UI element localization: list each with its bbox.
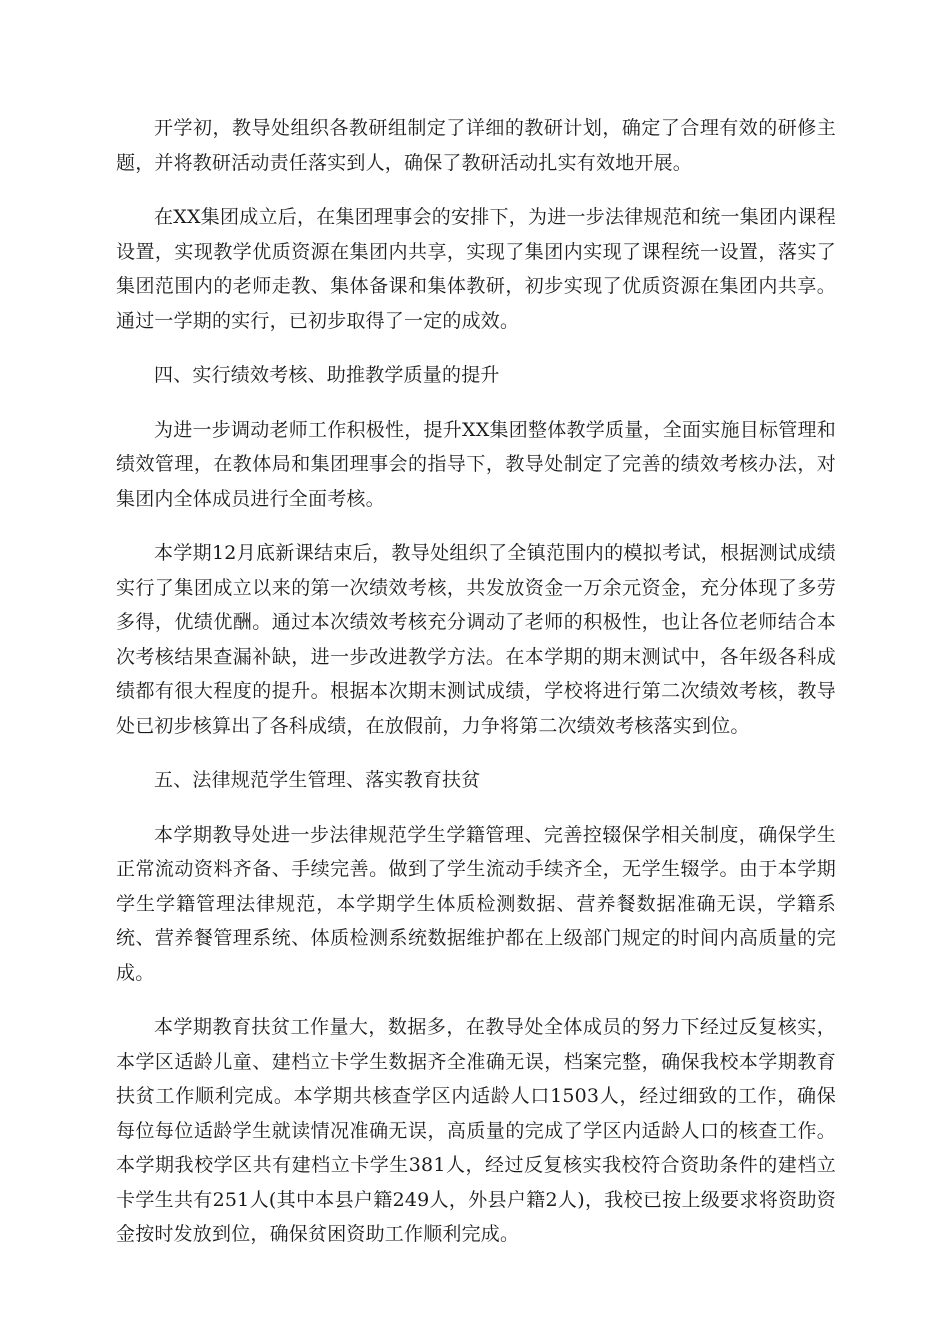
paragraph-performance-assessment: 本学期12月底新课结束后，教导处组织了全镇范围内的模拟考试，根据测试成绩实行了集团成立以来的第一次绩效考核，共发放资金一万余元资金，充分体现了多劳多得，优绩优酬。通过本次绩效考核充分调动了老师的积极性，也让各位老师结合本次考核结果查漏补缺，进一步改进教学方法。在本学期的期末测试中，各年级各科成绩都有很大程度的提升。根据本次期末测试成绩，学校将进行第二次绩效考核，教导处已初步核算出了各科成绩，在放假前，力争将第二次绩效考核落实到位。 xyxy=(116,542,836,737)
section-heading-performance: 四、实行绩效考核、助推教学质量的提升 xyxy=(154,364,500,386)
paragraph-student-records: 本学期教导处进一步法律规范学生学籍管理、完善控辍保学相关制度，确保学生正常流动资料齐备、手续完善。做到了学生流动手续齐全，无学生辍学。由于本学期学生学籍管理法律规范，本学期学生体质检测数据、营养餐数据准确无误，学籍系统、营养餐管理系统、体质检测系统数据维护都在上级部门规定的时间内高质量的完成。 xyxy=(116,823,836,984)
paragraph-group-curriculum: 在XX集团成立后，在集团理事会的安排下，为进一步法律规范和统一集团内课程设置，实现教学优质资源在集团内共享，实现了集团内实现了课程统一设置，落实了集团范围内的老师走教、集体备课和集体教研，初步实现了优质资源在集团内共享。通过一学期的实行，已初步取得了一定的成效。 xyxy=(116,206,836,332)
paragraph-education-poverty-relief: 本学期教育扶贫工作量大，数据多，在教导处全体成员的努力下经过反复核实，本学区适龄儿童、建档立卡学生数据齐全准确无误，档案完整，确保我校本学期教育扶贫工作顺利完成。本学期共核查学区内适龄人口1503人，经过细致的工作，确保每位每位适龄学生就读情况准确无误，高质量的完成了学区内适龄人口的核查工作。本学期我校学区共有建档立卡学生381人，经过反复核实我校符合资助条件的建档立卡学生共有251人(其中本县户籍249人，外县户籍2人)，我校已按上级要求将资助资金按时发放到位，确保贫困资助工作顺利完成。 xyxy=(116,1016,836,1245)
paragraph-performance-management: 为进一步调动老师工作积极性，提升XX集团整体教学质量，全面实施目标管理和绩效管理，在教体局和集团理事会的指导下，教导处制定了完善的绩效考核办法，对集团内全体成员进行全面考核。 xyxy=(116,418,836,510)
paragraph-teaching-research-plan: 开学初，教导处组织各教研组制定了详细的教研计划，确定了合理有效的研修主题，并将教研活动责任落实到人，确保了教研活动扎实有效地开展。 xyxy=(116,117,836,174)
section-heading-student-management: 五、法律规范学生管理、落实教育扶贫 xyxy=(154,769,481,791)
document-body xyxy=(116,111,836,1272)
